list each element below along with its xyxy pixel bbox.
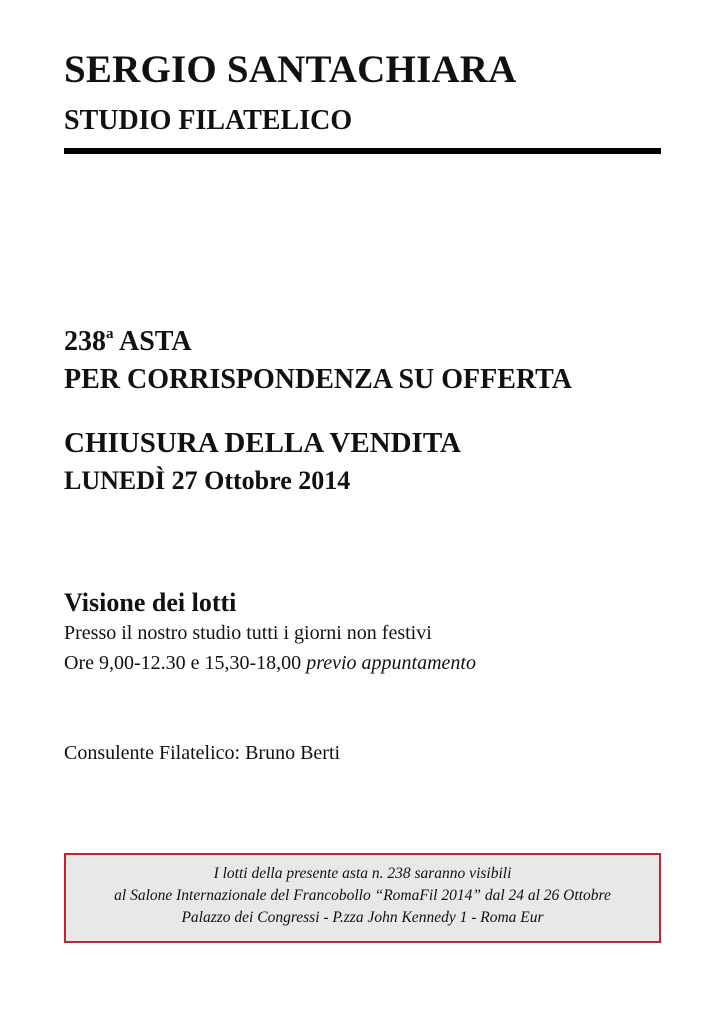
viewing-location: Presso il nostro studio tutti i giorni non festivi bbox=[64, 622, 432, 644]
closing-heading: CHIUSURA DELLA VENDITA bbox=[64, 427, 461, 459]
consultant-info: Consulente Filatelico: Bruno Berti bbox=[64, 742, 341, 764]
notice-box bbox=[64, 853, 661, 943]
auction-type: PER CORRISPONDENZA SU OFFERTA bbox=[64, 364, 572, 395]
auction-number-line bbox=[64, 328, 192, 356]
closing-date: LUNEDÌ 27 Ottobre 2014 bbox=[64, 466, 351, 495]
viewing-hours-note: previo appuntamento bbox=[306, 652, 476, 674]
viewing-hours-line bbox=[64, 653, 476, 673]
page-subtitle: STUDIO FILATELICO bbox=[64, 105, 353, 136]
notice-line-2: al Salone Internazionale del Francobollo “RomaFil 2014” dal 24 al 26 Ottobre bbox=[114, 887, 611, 904]
auction-label: ASTA bbox=[118, 326, 192, 357]
header-divider bbox=[64, 148, 661, 154]
page-title: SERGIO SANTACHIARA bbox=[64, 48, 517, 91]
auction-number: 238 bbox=[64, 326, 106, 357]
notice-line-1: I lotti della presente asta n. 238 saranno visibili bbox=[213, 865, 512, 882]
auction-ordinal-suffix: a bbox=[106, 326, 114, 342]
notice-line-3: Palazzo dei Congressi - P.zza John Kennedy 1 - Roma Eur bbox=[181, 909, 544, 926]
viewing-heading: Visione dei lotti bbox=[64, 588, 237, 617]
viewing-hours: Ore 9,00-12.30 e 15,30-18,00 bbox=[64, 652, 302, 674]
